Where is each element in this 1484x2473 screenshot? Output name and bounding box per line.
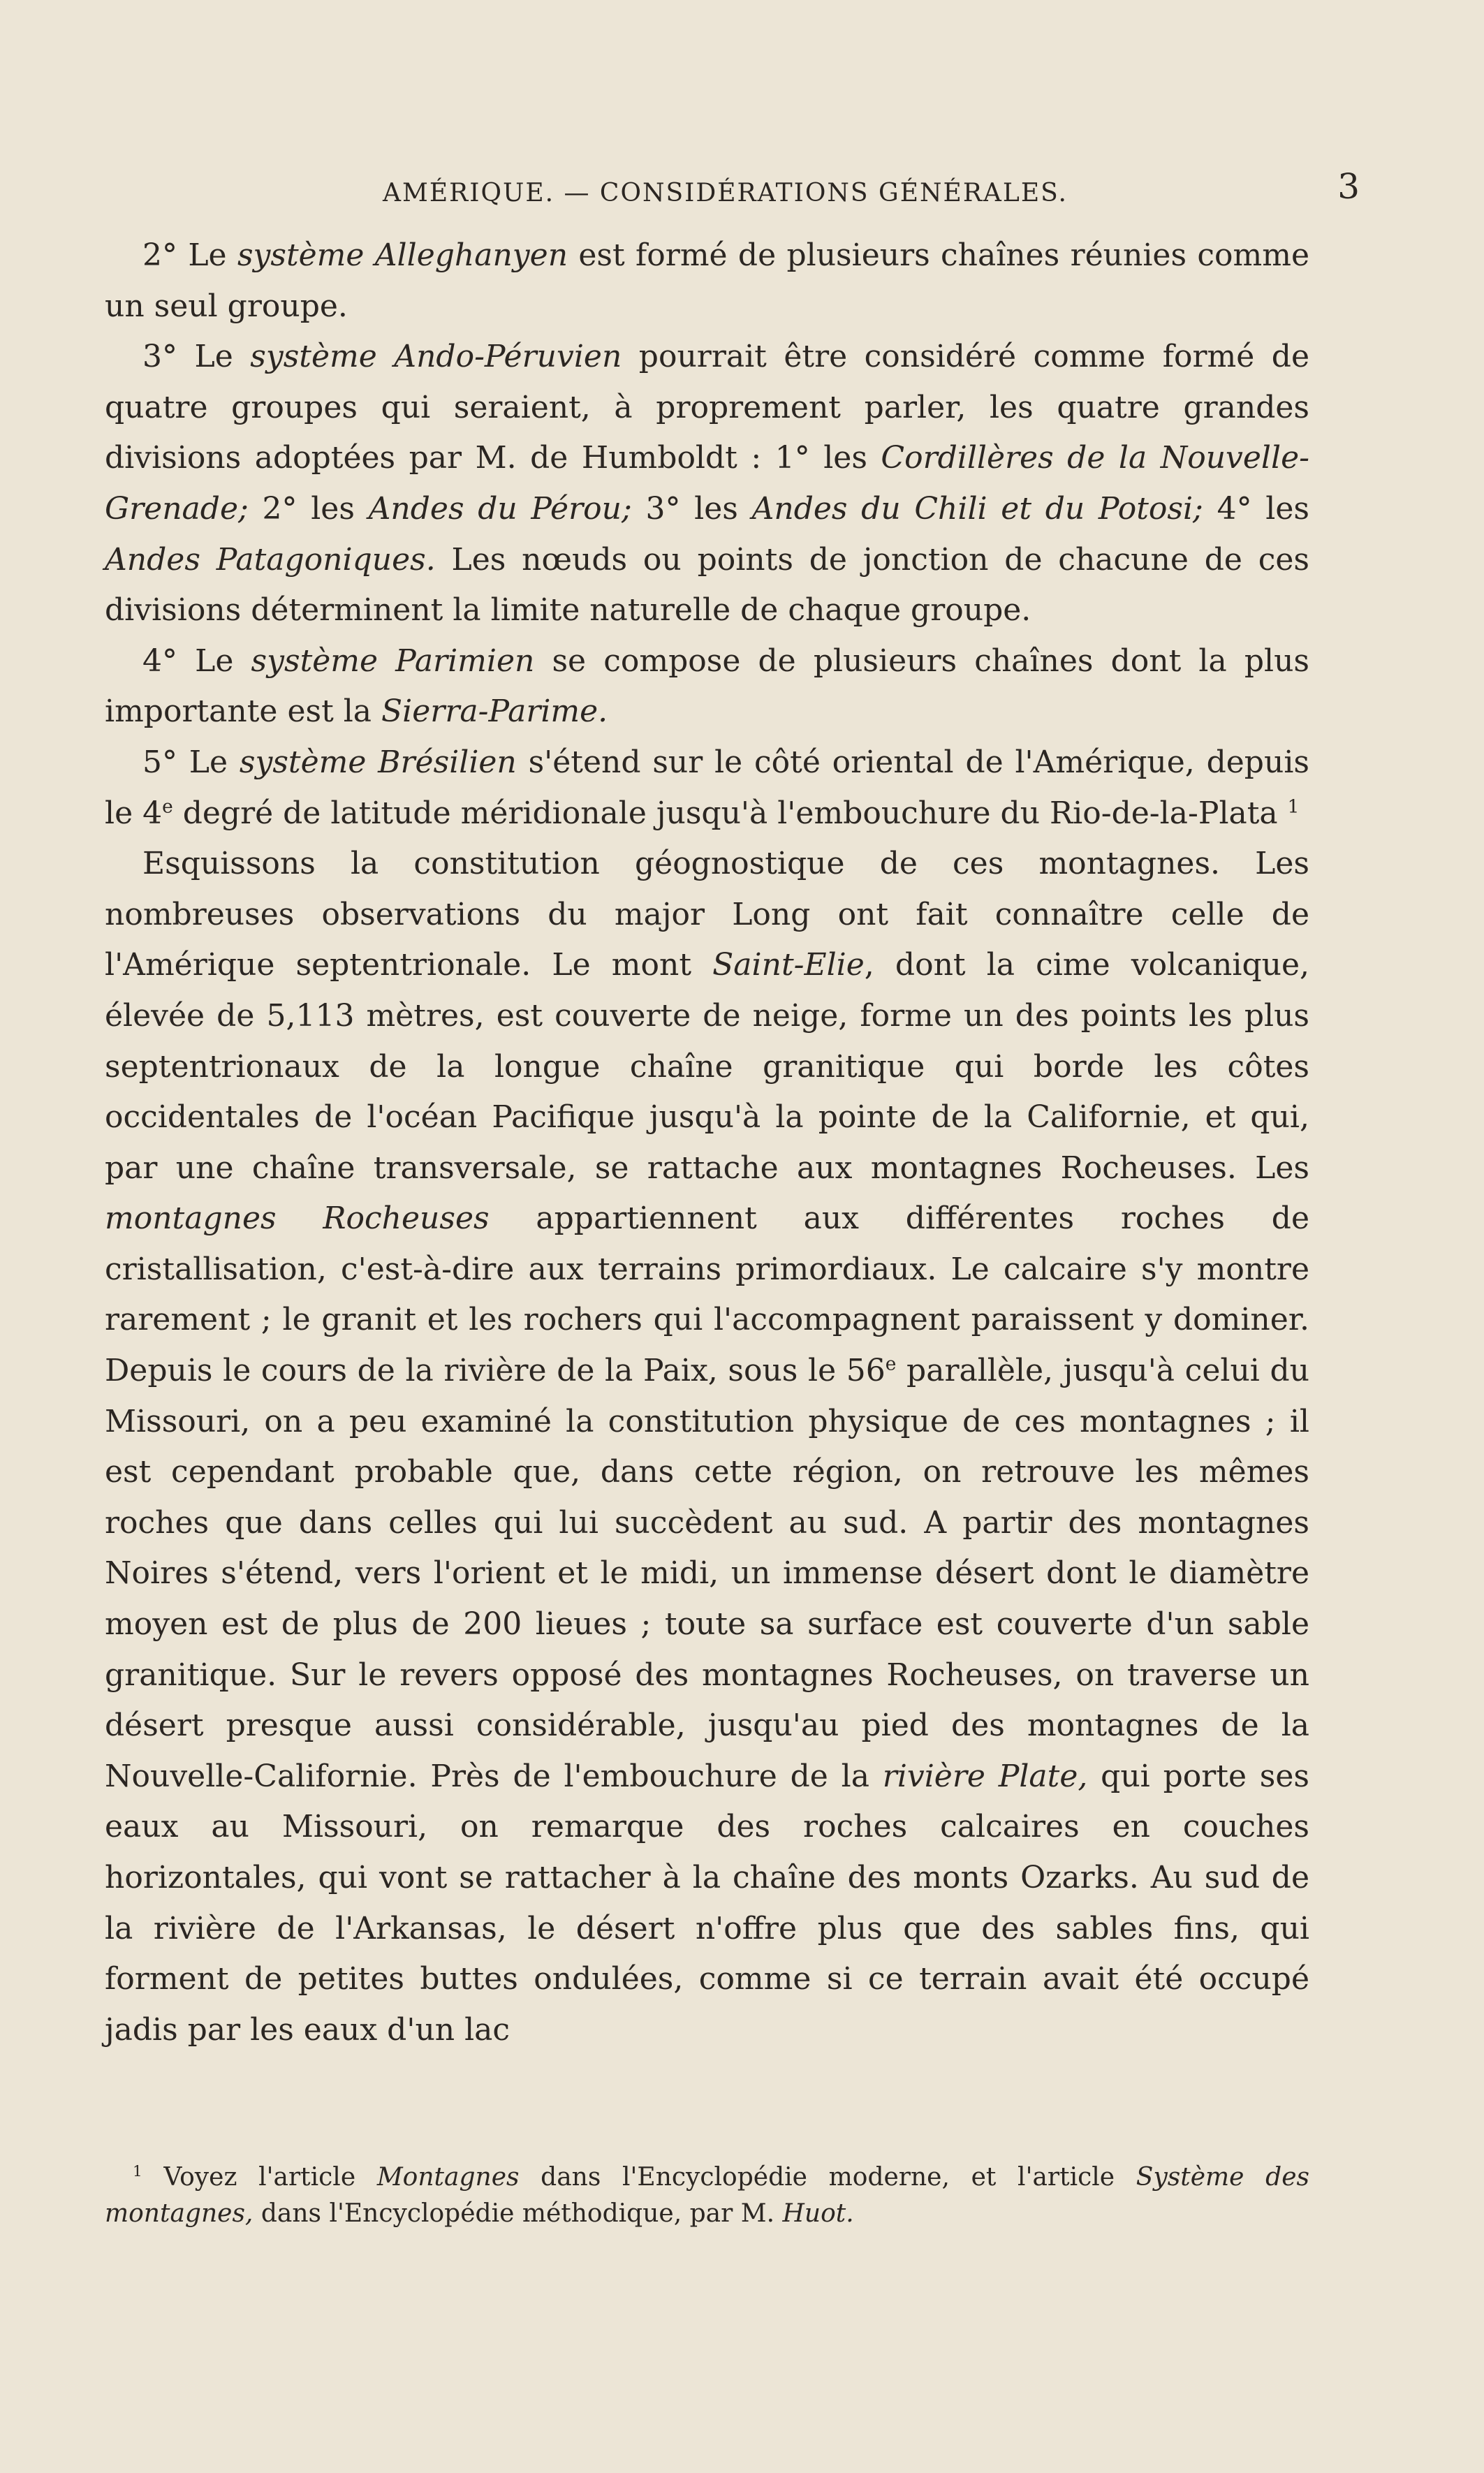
paragraph-bresilien: 5° Le système Brésilien s'étend sur le côté oriental de l'Amérique, depuis le 4e degré de latitude méridionale jusqu'à l'embouchure du Rio-de-la-Plata $^1$	[105, 744, 1309, 831]
running-title: AMÉRIQUE. — CONSIDÉRATIONS GÉNÉRALES.	[383, 179, 1068, 207]
page-number: 3	[1337, 166, 1360, 207]
footnote-reference: 1	[1287, 795, 1300, 817]
page-header	[105, 166, 1379, 215]
paragraph-alleghanyen: 2° Le système Alleghanyen est formé de plusieurs chaînes réunies comme un seul groupe.	[105, 237, 1309, 324]
body-text	[105, 230, 1309, 2055]
paragraph-geognostique: Esquissons la constitution géognostique de ces montagnes. Les nombreuses observations du major Long ont fait connaître celle de l'Amérique septentrionale. Le mont Saint-Elie, dont la cime volcanique, élevée de 5,113 mètres, est couverte de neige, forme un des points les plus septentrionaux de la longue chaîne granitique qui borde les côtes occidentales de l'océan Pacifique jusqu'à la pointe de la Californie, et qui, par une chaîne transversale, se rattache aux montagnes Rocheuses. Les montagnes Rocheuses appartiennent aux différentes roches de cristallisation, c'est-à-dire aux terrains primordiaux. Le calcaire s'y montre rarement ; le granit et les rochers qui l'accompagnent paraissent y dominer. Depuis le cours de la rivière de la Paix, sous le 56e parallèle, jusqu'à celui du Missouri, on a peu examiné la constitution physique de ces montagnes ; il est cependant probable que, dans cette région, on retrouve les mêmes roches que dans celles qui lui succèdent au sud. A partir des montagnes Noires s'étend, vers l'orient et le midi, un immense désert dont le diamètre moyen est de plus de 200 lieues ; toute sa surface est couverte d'un sable granitique. Sur le revers opposé des montagnes Rocheuses, on traverse un désert presque aussi considérable, jusqu'au pied des montagnes de la Nouvelle-Californie. Près de l'embouchure de la rivière Plate, qui porte ses eaux au Missouri, on remarque des roches calcaires en couches horizontales, qui vont se rattacher à la chaîne des monts Ozarks. Au sud de la rivière de l'Arkansas, le désert n'offre plus que des sables fins, qui forment de petites buttes ondulées, comme si ce terrain avait été occupé jadis par les eaux d'un lac	[105, 846, 1310, 2048]
footnotes	[105, 2159, 1309, 2232]
paragraph-parimien: 4° Le système Parimien se compose de plusieurs chaînes dont la plus importante est la Sierra-Parime.	[105, 643, 1309, 730]
footnote-marker: 1	[133, 2163, 142, 2180]
footnote: $^1$ Voyez l'article Montagnes dans l'Encyclopédie moderne, et l'article Système des montagnes, dans l'Encyclopédie méthodique, par M. Huot.	[105, 2163, 1309, 2228]
paragraph-ando-peruvien: 3° Le système Ando-Péruvien pourrait être considéré comme formé de quatre groupes qui seraient, à proprement parler, les quatre grandes divisions adoptées par M. de Humboldt : 1° les Cordillères de la Nouvelle-Grenade; 2° les Andes du Pérou; 3° les Andes du Chili et du Potosi; 4° les Andes Patagoniques. Les nœuds ou points de jonction de chacune de ces divisions déterminent la limite naturelle de chaque groupe.	[105, 339, 1309, 629]
